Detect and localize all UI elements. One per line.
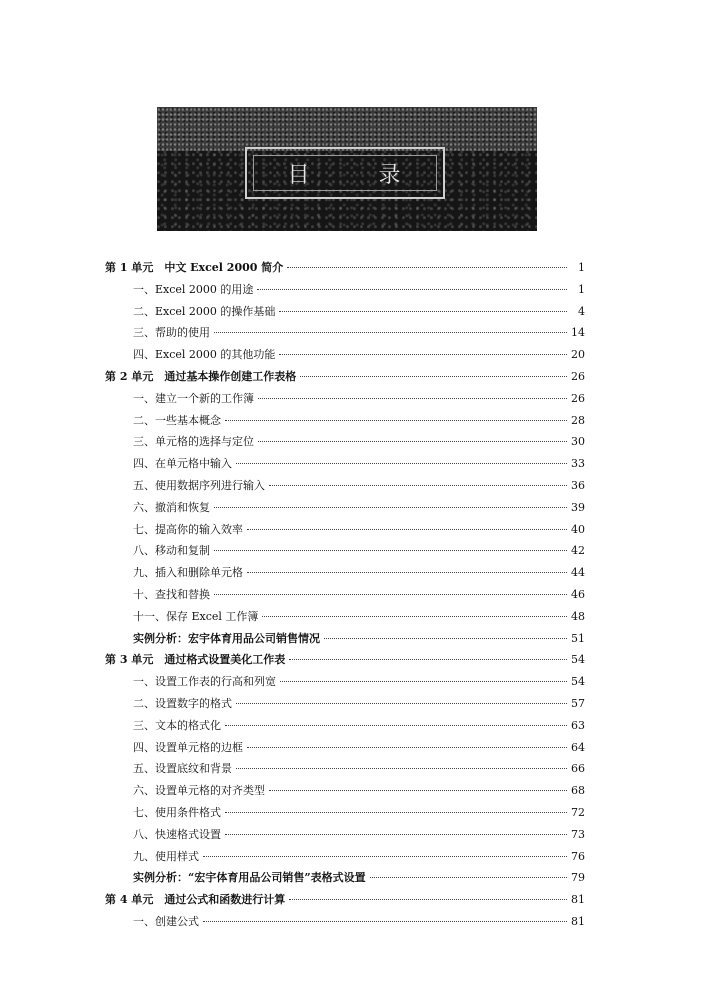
toc-entry [105,608,585,630]
toc-entry-page: 51 [571,631,585,645]
toc-entry [105,412,585,434]
toc-entry-page: 30 [571,435,585,449]
toc-entry-label: 八、移动和复制 [133,544,210,558]
toc-entry-label: 八、快速格式设置 [133,827,221,841]
toc-entry-label: 实例分析：宏宇体育用品公司销售情况 [133,631,320,645]
toc-entry-page: 66 [571,762,585,776]
toc-dot-leader [225,725,567,726]
toc-entry-page: 81 [571,893,585,907]
toc-entry-page: 46 [571,587,585,601]
toc-entry-page: 40 [571,522,585,536]
toc-entry [105,826,585,848]
toc-dot-leader [236,768,567,769]
toc-entry-page: 39 [571,500,585,514]
toc-dot-leader [247,572,567,573]
toc-entry-label: 四、在单元格中输入 [133,457,232,471]
toc-entry-label: 六、撤消和恢复 [133,500,210,514]
toc-entry [105,324,585,346]
toc-dot-leader [247,529,567,530]
toc-dot-leader [225,420,567,421]
toc-entry [105,259,585,281]
toc-entry-label: 二、一些基本概念 [133,413,221,427]
toc-entry-label: 第 1 单元 中文 Excel 2000 简介 [105,261,284,274]
toc-entry-page: 1 [578,282,585,296]
toc-entry-page: 36 [571,478,585,492]
toc-dot-leader [269,790,567,791]
toc-dot-leader [269,485,567,486]
toc-entry [105,281,585,303]
toc-entry [105,542,585,564]
toc-entry [105,695,585,717]
toc-entry [105,804,585,826]
toc-entry-label: 第 3 单元 通过格式设置美化工作表 [105,653,286,667]
toc-dot-leader [262,616,567,617]
toc-entry-page: 4 [578,304,585,318]
toc-dot-leader [279,311,567,312]
toc-dot-leader [236,703,567,704]
table-of-contents [105,259,585,935]
toc-entry-label: 三、帮助的使用 [133,326,210,340]
banner-title-frame [245,147,445,199]
toc-entry-label: 三、文本的格式化 [133,718,221,732]
toc-entry-page: 1 [578,261,585,274]
toc-entry-label: 三、单元格的选择与定位 [133,435,254,449]
toc-entry-label: 一、设置工作表的行高和列宽 [133,675,276,689]
toc-entry-page: 44 [571,566,585,580]
toc-entry-label: 四、Excel 2000 的其他功能 [133,348,276,362]
toc-dot-leader [287,267,567,268]
toc-entry-page: 54 [571,653,585,667]
toc-dot-leader [203,921,567,922]
toc-entry [105,586,585,608]
toc-entry-label: 九、使用样式 [133,849,199,863]
toc-entry-label: 十、查找和替换 [133,587,210,601]
toc-dot-leader [214,594,567,595]
toc-entry [105,477,585,499]
toc-entry [105,739,585,761]
toc-dot-leader [257,289,567,290]
toc-entry [105,848,585,870]
banner-title-char-1: 目 [287,162,312,188]
toc-dot-leader [289,659,567,660]
toc-entry-page: 42 [571,544,585,558]
toc-dot-leader [214,550,567,551]
toc-entry-page: 20 [571,348,585,362]
toc-dot-leader [258,398,567,399]
toc-entry-label: 九、插入和删除单元格 [133,566,243,580]
banner-title-char-2: 录 [378,162,403,188]
toc-entry-label: 七、使用条件格式 [133,805,221,819]
toc-entry-page: 33 [571,457,585,471]
toc-entry [105,390,585,412]
toc-entry-page: 48 [571,609,585,623]
toc-entry [105,630,585,652]
toc-entry-label: 五、使用数据序列进行输入 [133,478,265,492]
toc-entry [105,782,585,804]
toc-entry-page: 79 [571,871,585,885]
toc-dot-leader [280,681,567,682]
toc-entry [105,564,585,586]
toc-entry [105,521,585,543]
toc-entry-page: 54 [571,675,585,689]
toc-entry-page: 26 [571,369,585,383]
toc-dot-leader [236,463,567,464]
toc-entry [105,869,585,891]
toc-entry [105,913,585,935]
toc-entry [105,303,585,325]
toc-entry-label: 一、建立一个新的工作簿 [133,391,254,405]
toc-entry-label: 一、Excel 2000 的用途 [133,282,254,296]
toc-entry-label: 十一、保存 Excel 工作簿 [133,609,259,623]
toc-dot-leader [300,376,567,377]
toc-entry [105,891,585,913]
toc-entry-page: 14 [571,326,585,340]
toc-dot-leader [279,354,567,355]
toc-entry-label: 实例分析：“宏宇体育用品公司销售”表格式设置 [133,871,366,885]
toc-entry-page: 76 [571,849,585,863]
toc-entry [105,760,585,782]
toc-entry [105,433,585,455]
toc-entry [105,455,585,477]
banner-title-inner-frame [253,155,437,191]
toc-dot-leader [214,332,567,333]
toc-entry-page: 64 [571,740,585,754]
toc-entry-page: 63 [571,718,585,732]
toc-entry-page: 73 [571,827,585,841]
toc-dot-leader [214,507,567,508]
toc-entry [105,651,585,673]
toc-entry-page: 28 [571,413,585,427]
toc-entry-label: 五、设置底纹和背景 [133,762,232,776]
toc-entry [105,673,585,695]
toc-entry-label: 第 4 单元 通过公式和函数进行计算 [105,893,286,907]
toc-entry-label: 二、设置数字的格式 [133,696,232,710]
toc-dot-leader [258,441,567,442]
toc-entry [105,346,585,368]
toc-dot-leader [225,812,567,813]
toc-entry-page: 57 [571,696,585,710]
toc-header-banner [157,107,537,231]
toc-entry-label: 四、设置单元格的边框 [133,740,243,754]
toc-entry-label: 二、Excel 2000 的操作基础 [133,304,276,318]
toc-entry-label: 一、创建公式 [133,914,199,928]
toc-dot-leader [324,638,567,639]
toc-dot-leader [289,899,567,900]
toc-entry-page: 81 [571,914,585,928]
toc-entry-label: 第 2 单元 通过基本操作创建工作表格 [105,369,297,383]
toc-entry-page: 72 [571,805,585,819]
toc-entry [105,368,585,390]
toc-dot-leader [370,877,567,878]
toc-dot-leader [203,856,567,857]
banner-texture-strip [157,107,537,151]
toc-entry-label: 六、设置单元格的对齐类型 [133,784,265,798]
toc-entry-page: 26 [571,391,585,405]
toc-dot-leader [225,834,567,835]
toc-entry [105,717,585,739]
toc-entry-page: 68 [571,784,585,798]
toc-entry-label: 七、提高你的输入效率 [133,522,243,536]
toc-dot-leader [247,747,567,748]
toc-entry [105,499,585,521]
